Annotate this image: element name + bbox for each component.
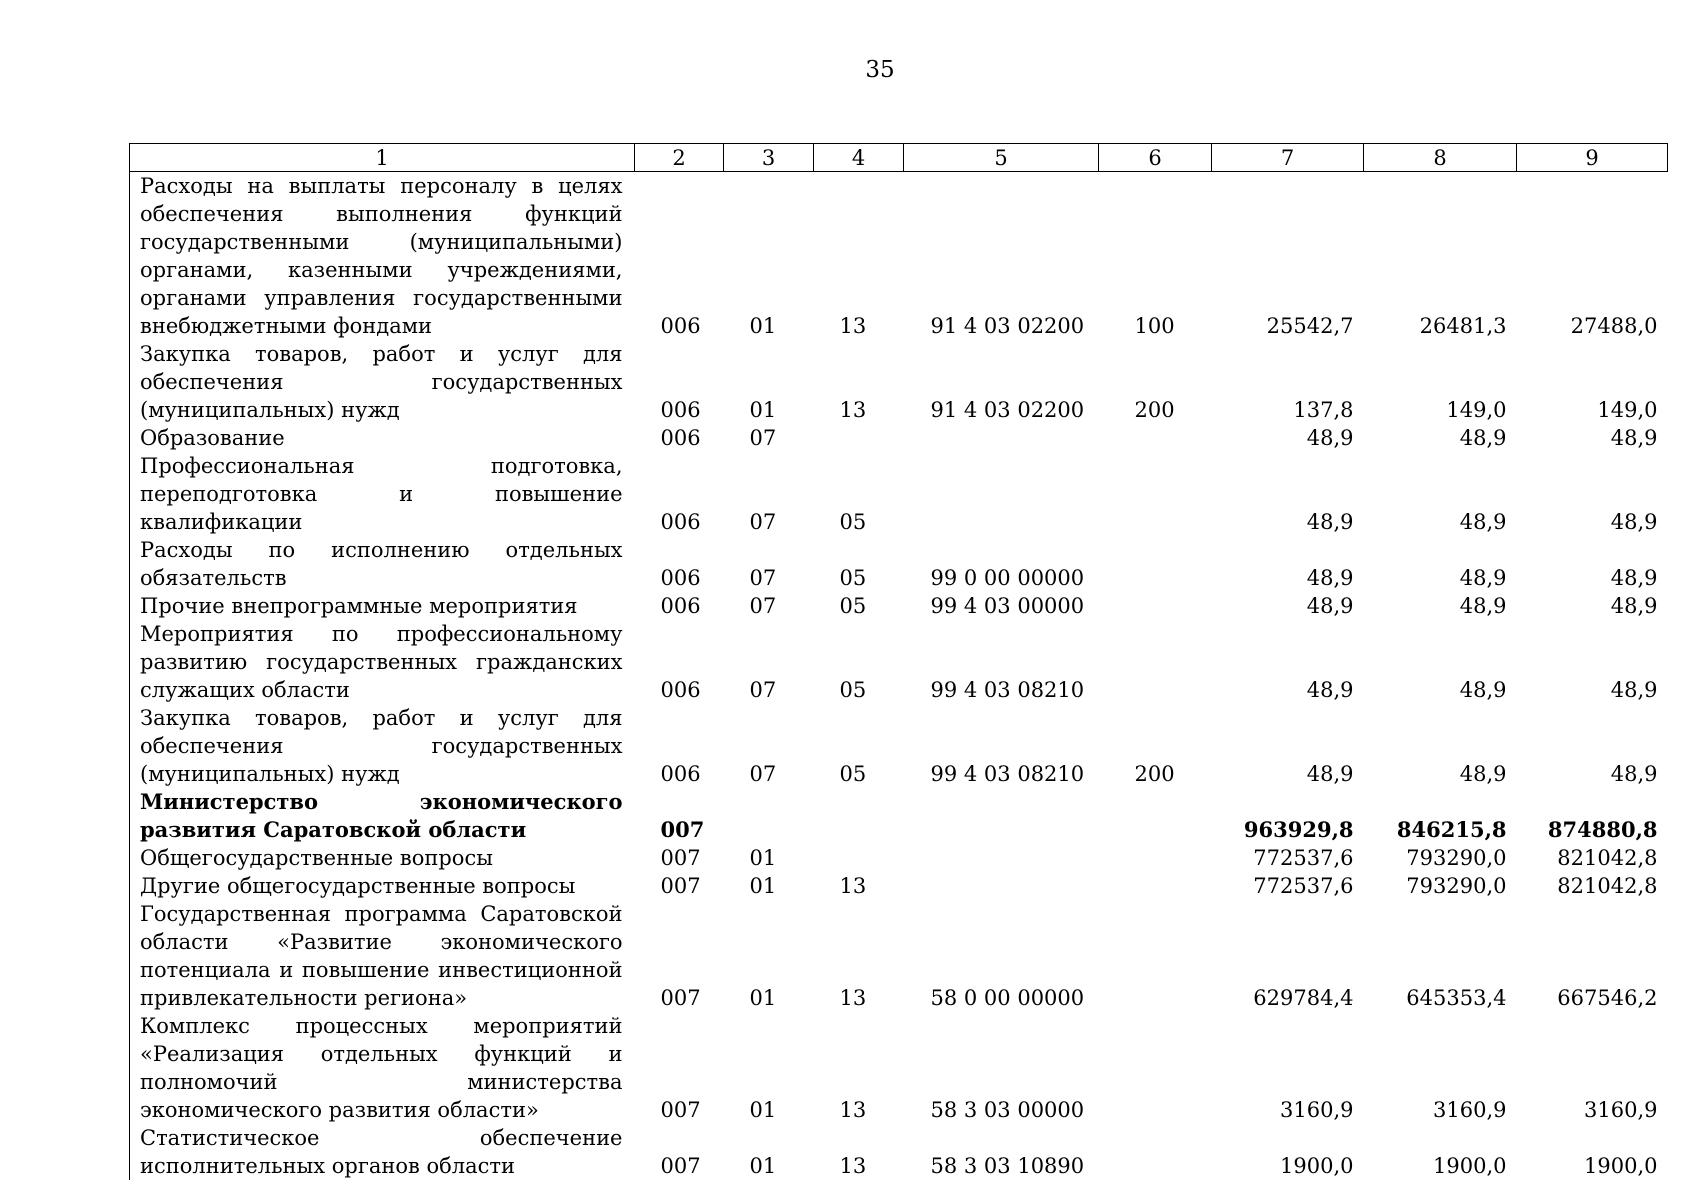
header-col-4: 4 — [814, 144, 904, 172]
row-name-cell: Комплекс процессных мероприятий «Реализация отдельных функций и полномочий министерства экономического развития области» — [130, 1012, 635, 1124]
row-expense-type-cell — [1099, 872, 1212, 900]
header-col-7: 7 — [1212, 144, 1364, 172]
row-grbs-cell: 006 — [660, 426, 701, 450]
row-name-cell: Общегосударственные вопросы — [130, 844, 635, 872]
row-amount-year2-cell: 793290,0 — [1406, 874, 1507, 898]
table-row — [130, 872, 1668, 900]
row-amount-year1-cell: 137,8 — [1293, 398, 1354, 422]
row-amount-year3-cell: 149,0 — [1597, 398, 1658, 422]
budget-table — [129, 143, 1668, 1180]
row-target-article-cell: 91 4 03 02200 — [930, 398, 1085, 422]
row-expense-type-cell — [1099, 788, 1212, 844]
header-col-6: 6 — [1099, 144, 1212, 172]
row-amount-year1-cell: 772537,6 — [1253, 874, 1354, 898]
row-amount-year1-cell: 48,9 — [1306, 510, 1354, 534]
row-target-article-cell: 91 4 03 02200 — [930, 314, 1085, 338]
row-amount-year3-cell: 48,9 — [1610, 510, 1658, 534]
row-amount-year3-cell: 48,9 — [1610, 594, 1658, 618]
header-row — [130, 144, 1668, 172]
row-grbs-cell: 006 — [660, 594, 701, 618]
row-target-article-cell: 99 0 00 00000 — [930, 566, 1085, 590]
row-amount-year3-cell: 48,9 — [1610, 678, 1658, 702]
row-name-cell: Министерство экономического развития Саратовской области — [130, 788, 635, 844]
row-subsection-cell — [814, 424, 904, 452]
row-amount-year1-cell: 48,9 — [1306, 566, 1354, 590]
row-grbs-cell: 006 — [660, 314, 701, 338]
row-amount-year1-cell: 1900,0 — [1280, 1154, 1354, 1178]
row-expense-type-cell — [1099, 424, 1212, 452]
table-row — [130, 620, 1668, 704]
row-name-cell: Закупка товаров, работ и услуг для обеспечения государственных (муниципальных) нужд — [130, 704, 635, 788]
row-target-article-cell — [904, 788, 1099, 844]
table-row — [130, 788, 1668, 844]
header-col-3: 3 — [724, 144, 814, 172]
header-col-9: 9 — [1517, 144, 1668, 172]
row-amount-year2-cell: 48,9 — [1459, 426, 1507, 450]
row-name-cell: Расходы на выплаты персоналу в целях обеспечения выполнения функций государственными (муниципальными) органами, казенными учреждениями, органами управления государственными внебюджетными фондами — [130, 172, 635, 341]
row-section-cell: 07 — [749, 510, 777, 534]
row-amount-year3-cell: 821042,8 — [1557, 846, 1658, 870]
row-amount-year1-cell: 48,9 — [1306, 678, 1354, 702]
table-row — [130, 844, 1668, 872]
row-section-cell: 07 — [749, 594, 777, 618]
row-amount-year1-cell: 963929,8 — [1243, 817, 1354, 842]
table-row — [130, 704, 1668, 788]
row-amount-year2-cell: 48,9 — [1459, 510, 1507, 534]
row-subsection-cell: 13 — [839, 986, 867, 1010]
row-amount-year3-cell: 27488,0 — [1570, 314, 1658, 338]
row-amount-year1-cell: 3160,9 — [1280, 1098, 1354, 1122]
row-name-cell: Закупка товаров, работ и услуг для обеспечения государственных (муниципальных) нужд — [130, 340, 635, 424]
row-target-article-cell — [904, 452, 1099, 536]
row-amount-year3-cell: 48,9 — [1610, 426, 1658, 450]
row-grbs-cell: 006 — [660, 566, 701, 590]
row-amount-year1-cell: 48,9 — [1306, 426, 1354, 450]
row-amount-year1-cell: 25542,7 — [1266, 314, 1354, 338]
row-amount-year2-cell: 3160,9 — [1433, 1098, 1507, 1122]
row-amount-year1-cell: 772537,6 — [1253, 846, 1354, 870]
row-section-cell: 07 — [749, 762, 777, 786]
row-subsection-cell — [814, 844, 904, 872]
row-amount-year3-cell: 667546,2 — [1557, 986, 1658, 1010]
row-section-cell: 01 — [749, 846, 777, 870]
header-col-8: 8 — [1364, 144, 1517, 172]
page-number: 35 — [865, 57, 895, 83]
row-name-cell: Расходы по исполнению отдельных обязательств — [130, 536, 635, 592]
row-expense-type-cell — [1099, 620, 1212, 704]
row-grbs-cell: 007 — [660, 986, 701, 1010]
row-target-article-cell: 58 0 00 00000 — [930, 986, 1085, 1010]
row-target-article-cell: 99 4 03 08210 — [930, 762, 1085, 786]
header-col-5: 5 — [904, 144, 1099, 172]
row-grbs-cell: 007 — [660, 846, 701, 870]
row-expense-type-cell: 200 — [1134, 398, 1175, 422]
table-row — [130, 340, 1668, 424]
row-expense-type-cell: 200 — [1134, 762, 1175, 786]
row-expense-type-cell — [1099, 452, 1212, 536]
row-section-cell: 07 — [749, 566, 777, 590]
row-name-cell: Профессиональная подготовка, переподготовка и повышение квалификации — [130, 452, 635, 536]
row-grbs-cell: 007 — [660, 874, 701, 898]
table-row — [130, 592, 1668, 620]
row-subsection-cell: 05 — [839, 594, 867, 618]
row-section-cell: 01 — [749, 1154, 777, 1178]
row-amount-year2-cell: 26481,3 — [1419, 314, 1507, 338]
row-amount-year2-cell: 48,9 — [1459, 762, 1507, 786]
row-amount-year3-cell: 3160,9 — [1584, 1098, 1658, 1122]
row-grbs-cell: 007 — [660, 817, 705, 842]
row-amount-year2-cell: 645353,4 — [1406, 986, 1507, 1010]
table-header — [130, 144, 1668, 172]
row-amount-year3-cell: 821042,8 — [1557, 874, 1658, 898]
row-target-article-cell: 99 4 03 08210 — [930, 678, 1085, 702]
row-name-cell: Статистическое обеспечение исполнительных органов области — [130, 1124, 635, 1180]
table-row — [130, 1012, 1668, 1124]
row-amount-year2-cell: 48,9 — [1459, 566, 1507, 590]
row-expense-type-cell — [1099, 536, 1212, 592]
row-target-article-cell — [904, 844, 1099, 872]
row-grbs-cell: 006 — [660, 510, 701, 534]
row-subsection-cell: 05 — [839, 510, 867, 534]
row-grbs-cell: 007 — [660, 1098, 701, 1122]
row-amount-year2-cell: 48,9 — [1459, 594, 1507, 618]
row-expense-type-cell — [1099, 1012, 1212, 1124]
table-row — [130, 172, 1668, 341]
row-grbs-cell: 006 — [660, 678, 701, 702]
table-row — [130, 424, 1668, 452]
row-target-article-cell — [904, 424, 1099, 452]
row-section-cell: 01 — [749, 398, 777, 422]
row-amount-year2-cell: 48,9 — [1459, 678, 1507, 702]
table-row — [130, 900, 1668, 1012]
row-target-article-cell: 58 3 03 10890 — [930, 1154, 1085, 1178]
row-subsection-cell: 05 — [839, 762, 867, 786]
row-amount-year3-cell: 874880,8 — [1547, 817, 1658, 842]
row-subsection-cell: 13 — [839, 1154, 867, 1178]
row-expense-type-cell — [1099, 900, 1212, 1012]
row-amount-year3-cell: 48,9 — [1610, 762, 1658, 786]
table-row — [130, 536, 1668, 592]
row-section-cell: 01 — [749, 874, 777, 898]
row-amount-year2-cell: 1900,0 — [1433, 1154, 1507, 1178]
row-expense-type-cell: 100 — [1134, 314, 1175, 338]
row-section-cell: 07 — [749, 678, 777, 702]
table-row — [130, 1124, 1668, 1180]
row-subsection-cell: 05 — [839, 678, 867, 702]
header-col-2: 2 — [635, 144, 724, 172]
row-name-cell: Другие общегосударственные вопросы — [130, 872, 635, 900]
row-name-cell: Мероприятия по профессиональному развитию государственных гражданских служащих области — [130, 620, 635, 704]
row-amount-year1-cell: 48,9 — [1306, 762, 1354, 786]
row-subsection-cell: 13 — [839, 874, 867, 898]
row-section-cell: 07 — [749, 426, 777, 450]
row-name-cell: Образование — [130, 424, 635, 452]
row-name-cell: Государственная программа Саратовской области «Развитие экономического потенциала и повышение инвестиционной привлекательности региона» — [130, 900, 635, 1012]
row-name-cell: Прочие внепрограммные мероприятия — [130, 592, 635, 620]
row-target-article-cell — [904, 872, 1099, 900]
row-subsection-cell: 13 — [839, 314, 867, 338]
row-target-article-cell: 99 4 03 00000 — [930, 594, 1085, 618]
row-grbs-cell: 007 — [660, 1154, 701, 1178]
row-section-cell: 01 — [749, 1098, 777, 1122]
row-subsection-cell: 05 — [839, 566, 867, 590]
row-amount-year3-cell: 1900,0 — [1584, 1154, 1658, 1178]
row-subsection-cell: 13 — [839, 1098, 867, 1122]
budget-table-container — [129, 143, 1667, 1180]
row-grbs-cell: 006 — [660, 398, 701, 422]
row-amount-year2-cell: 149,0 — [1446, 398, 1507, 422]
row-subsection-cell — [814, 788, 904, 844]
row-amount-year1-cell: 629784,4 — [1253, 986, 1354, 1010]
header-col-1: 1 — [130, 144, 635, 172]
row-section-cell: 01 — [749, 314, 777, 338]
row-expense-type-cell — [1099, 1124, 1212, 1180]
row-target-article-cell: 58 3 03 00000 — [930, 1098, 1085, 1122]
table-row — [130, 452, 1668, 536]
row-amount-year1-cell: 48,9 — [1306, 594, 1354, 618]
table-body — [130, 172, 1668, 1181]
row-section-cell — [724, 788, 814, 844]
row-section-cell: 01 — [749, 986, 777, 1010]
row-grbs-cell: 006 — [660, 762, 701, 786]
row-amount-year2-cell: 793290,0 — [1406, 846, 1507, 870]
row-expense-type-cell — [1099, 844, 1212, 872]
row-subsection-cell: 13 — [839, 398, 867, 422]
row-amount-year2-cell: 846215,8 — [1396, 817, 1507, 842]
row-expense-type-cell — [1099, 592, 1212, 620]
row-amount-year3-cell: 48,9 — [1610, 566, 1658, 590]
